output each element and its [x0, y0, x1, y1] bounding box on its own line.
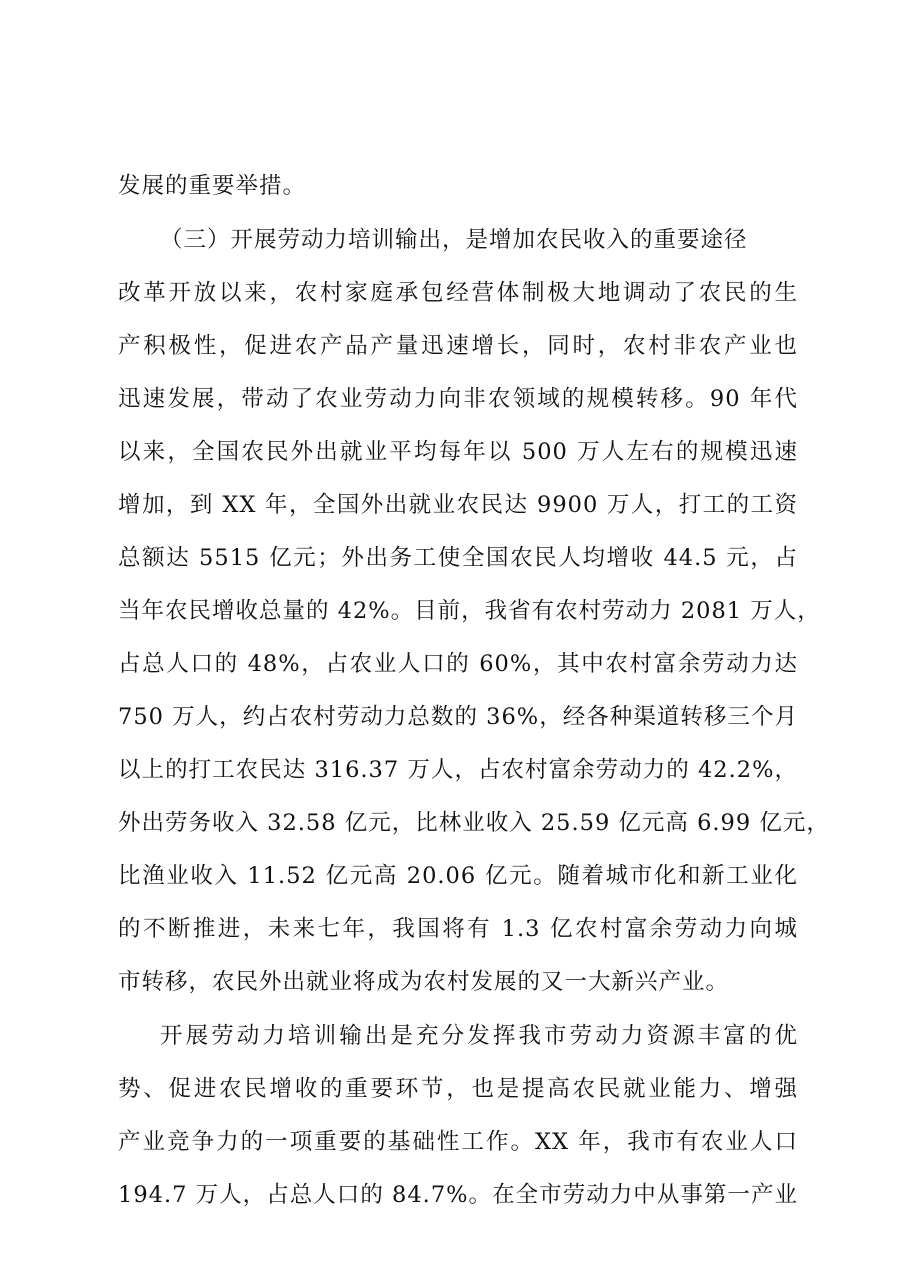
text-line: 占总人口的 48%，占农业人口的 60%，其中农村富余劳动力达: [118, 651, 798, 677]
text-line: 以上的打工农民达 316.37 万人，占农村富余劳动力的 42.2%，: [118, 757, 798, 783]
text-line: 市转移，农民外出就业将成为农村发展的又一大新兴产业。: [118, 969, 730, 995]
text-line: 产业竞争力的一项重要的基础性工作。XX 年，我市有农业人口: [118, 1129, 798, 1155]
text-line: 总额达 5515 亿元；外出务工使全国农民人均增收 44.5 元，占: [118, 545, 798, 571]
text-line: 的不断推进，未来七年，我国将有 1.3 亿农村富余劳动力向城: [118, 916, 798, 942]
text-line: 以来，全国农民外出就业平均每年以 500 万人左右的规模迅速: [118, 439, 798, 465]
text-line: 迅速发展，带动了农业劳动力向非农领域的规模转移。90 年代: [118, 386, 798, 412]
section-heading: （三）开展劳动力培训输出，是增加农民收入的重要途径: [160, 227, 748, 253]
text-line: 比渔业收入 11.52 亿元高 20.06 亿元。随着城市化和新工业化: [118, 863, 798, 889]
text-line: 194.7 万人，占总人口的 84.7%。在全市劳动力中从事第一产业: [118, 1182, 798, 1208]
text-line: 发展的重要举措。: [118, 173, 307, 199]
text-line: 改革开放以来，农村家庭承包经营体制极大地调动了农民的生: [118, 280, 798, 306]
text-line: 750 万人，约占农村劳动力总数的 36%，经各种渠道转移三个月: [118, 704, 798, 730]
text-line: 增加，到 XX 年，全国外出就业农民达 9900 万人，打工的工资: [118, 492, 798, 518]
text-line: 当年农民增收总量的 42%。目前，我省有农村劳动力 2081 万人，: [118, 598, 821, 624]
text-line: 产积极性，促进农产品产量迅速增长，同时，农村非农产业也: [118, 333, 798, 359]
text-line: 外出劳务收入 32.58 亿元，比林业收入 25.59 亿元高 6.99 亿元，: [118, 810, 830, 836]
text-line: 开展劳动力培训输出是充分发挥我市劳动力资源丰富的优: [160, 1023, 798, 1049]
text-line: 势、促进农民增收的重要环节，也是提高农民就业能力、增强: [118, 1076, 798, 1102]
